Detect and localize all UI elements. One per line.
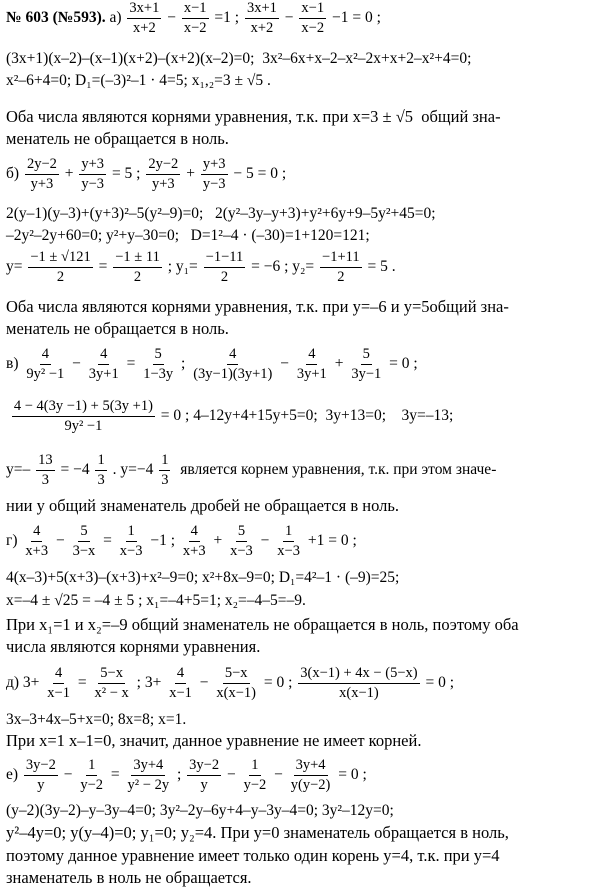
text-line <box>6 665 602 701</box>
fraction-numerator: 3y−2 <box>187 757 221 776</box>
text-segment: = 0 ; 4–12y+4+15y+5=0; 3y+13=0; 3y=–13; <box>156 407 454 425</box>
text-segment: −1 ; <box>146 532 179 550</box>
text-line <box>6 616 602 635</box>
fraction-numerator: 5−x <box>98 665 125 684</box>
fraction-denominator: y <box>37 776 45 793</box>
fraction-numerator: x−1 <box>299 0 326 19</box>
text-segment: = −4 <box>56 461 94 479</box>
fraction-numerator: 5 <box>361 346 372 365</box>
fraction-numerator: 13 <box>36 452 55 471</box>
text-line <box>6 205 602 223</box>
fraction-denominator: 3 <box>97 471 105 488</box>
text-segment: = <box>73 674 91 692</box>
fraction-denominator: 3y+1 <box>296 365 327 382</box>
fraction <box>36 452 55 488</box>
fraction <box>146 156 180 192</box>
fraction-numerator: 3y+4 <box>294 757 328 776</box>
text-line <box>6 711 602 729</box>
text-segment: 4(x–3)+5(x+3)–(x+3)+x²–9=0; x²+8x–9=0; D₁=4²–1 · (–9)=25; <box>6 569 400 586</box>
text-segment: б) <box>6 165 23 183</box>
fraction-denominator: 3y−1 <box>351 365 382 382</box>
text-line <box>6 398 602 434</box>
text-line <box>6 298 602 317</box>
fraction-denominator: 2 <box>337 268 345 285</box>
text-segment: − <box>276 355 293 373</box>
text-segment: = <box>99 532 116 550</box>
fraction <box>182 0 209 36</box>
fraction-denominator: 3 <box>41 471 49 488</box>
fraction-numerator: 4 <box>306 346 317 365</box>
fraction-denominator: x−3 <box>230 542 253 559</box>
fraction-numerator: 1 <box>283 523 294 542</box>
fraction-denominator: x+2 <box>250 19 274 36</box>
fraction <box>187 757 221 793</box>
text-line <box>6 497 602 516</box>
fraction <box>79 156 106 192</box>
text-segment: + <box>182 165 199 183</box>
fraction-denominator: y−2 <box>80 776 104 793</box>
fraction-numerator: 1 <box>86 757 97 776</box>
fraction-denominator: y−3 <box>81 175 105 192</box>
text-segment: x²–6+4=0; D₁=(–3)²–1 · 4=5; x₁,₂=3 ± √5 . <box>6 72 271 89</box>
fraction <box>78 757 105 793</box>
text-segment: = 0 ; <box>421 674 455 692</box>
fraction-denominator: y(y−2) <box>290 776 331 793</box>
fraction-denominator: x+3 <box>25 542 49 559</box>
text-segment: − <box>223 766 240 784</box>
text-segment: знаменатель в ноль не обращается. <box>6 868 252 887</box>
text-segment: = 0 ; <box>334 766 367 784</box>
fraction-numerator: 3x+1 <box>127 0 161 19</box>
text-segment: г) <box>6 532 22 550</box>
fraction <box>113 249 162 285</box>
text-segment: нии y общий знаменатель дробей не обращается в ноль. <box>6 496 400 515</box>
text-segment: − <box>270 766 287 784</box>
text-segment: При x₁=1 и x₂=–9 общий знаменатель не обращается в ноль, поэтому оба <box>6 615 519 634</box>
fraction <box>159 452 170 488</box>
fraction <box>92 665 130 701</box>
fraction <box>25 156 59 192</box>
text-segment: − <box>195 674 213 692</box>
fraction <box>214 665 258 701</box>
fraction <box>28 249 92 285</box>
text-line <box>6 847 602 866</box>
fraction-denominator: 3 <box>161 471 169 488</box>
fraction <box>127 0 161 36</box>
fraction-numerator: 4 <box>175 665 186 684</box>
fraction-denominator: x−2 <box>183 19 207 36</box>
text-line <box>6 757 602 793</box>
text-segment: поэтому данное уравнение имеет только один корень y=4, т.к. при y=4 <box>6 846 500 865</box>
fraction <box>201 156 228 192</box>
text-segment: − <box>59 766 77 784</box>
text-segment: числа являются корнями уравнения. <box>6 637 261 656</box>
text-segment: − <box>52 532 69 550</box>
fraction <box>295 346 329 382</box>
text-line <box>6 50 602 68</box>
text-segment: y= <box>6 258 27 276</box>
fraction <box>118 523 145 559</box>
fraction <box>204 249 246 285</box>
fraction-numerator: 2y−2 <box>146 156 180 175</box>
text-line <box>6 0 602 36</box>
fraction-numerator: −1+11 <box>320 249 362 268</box>
text-segment: y=– <box>6 461 35 479</box>
fraction-denominator: y+3 <box>30 175 54 192</box>
text-line <box>6 320 602 339</box>
fraction-denominator: x−2 <box>301 19 325 36</box>
fraction <box>12 398 155 434</box>
text-segment: (3x+1)(x–2)–(x–1)(x+2)–(x+2)(x–2)=0; 3x²–6x+x–2–x²–2x+x+2–x²+4=0; <box>6 50 472 67</box>
text-segment: а) <box>105 9 126 27</box>
fraction-numerator: 5 <box>78 523 89 542</box>
fraction-numerator: −1−11 <box>204 249 246 268</box>
fraction <box>245 0 279 36</box>
fraction-numerator: y+3 <box>201 156 228 175</box>
text-segment: Оба числа являются корнями уравнения, т.к. при x=3 ± √5 общий зна- <box>6 107 501 126</box>
fraction-denominator: 2 <box>56 268 65 285</box>
text-segment: − 5 = 0 ; <box>229 165 287 183</box>
problem-number: № 603 (№593). <box>6 9 106 27</box>
text-line <box>6 249 602 285</box>
fraction-numerator: 4 <box>227 346 238 365</box>
text-segment: = 0 ; <box>385 355 418 373</box>
fraction <box>191 346 274 382</box>
fraction <box>289 757 333 793</box>
fraction-denominator: 3y+1 <box>88 365 119 382</box>
text-segment: = 5 . <box>363 258 396 276</box>
fraction-numerator: 5 <box>153 346 164 365</box>
text-segment: 2(y–1)(y–3)+(y+3)²–5(y²–9)=0; 2(y²–3y–y+3)+y²+6y+9–5y²+45=0; <box>6 205 436 222</box>
text-segment: . y=−4 <box>108 461 158 479</box>
text-segment: =1 ; <box>210 9 243 27</box>
fraction-numerator: 3y+4 <box>131 757 165 776</box>
fraction-denominator: x−3 <box>277 542 300 559</box>
text-segment: ; y₁= <box>163 258 202 276</box>
fraction <box>349 346 383 382</box>
fraction <box>181 523 208 559</box>
fraction-denominator: x−3 <box>119 542 143 559</box>
text-segment: x=–4 ± √25 = –4 ± 5 ; x₁=–4+5=1; x₂=–4–5=–9. <box>6 592 306 609</box>
fraction-numerator: 4 <box>189 523 200 542</box>
fraction <box>126 757 172 793</box>
fraction-numerator: 1 <box>95 452 106 471</box>
text-segment: менатель не обращается в ноль. <box>6 129 229 148</box>
text-segment: ; <box>173 766 186 784</box>
text-segment: − <box>256 532 274 550</box>
fraction-denominator: y+3 <box>152 175 175 192</box>
text-segment: в) <box>6 355 23 373</box>
fraction-denominator: 9y² −1 <box>64 417 103 434</box>
fraction-denominator: 2 <box>220 268 229 285</box>
fraction-numerator: 3y−2 <box>24 757 58 776</box>
text-segment: 3x–3+4x–5+x=0; 8x=8; x=1. <box>6 711 187 728</box>
text-line <box>6 108 602 127</box>
fraction-numerator: −1 ± 11 <box>113 249 162 268</box>
fraction-numerator: 4 − 4(3y −1) + 5(3y +1) <box>12 398 155 417</box>
fraction <box>299 0 326 36</box>
text-segment: = <box>107 766 124 784</box>
fraction-denominator: x−1 <box>169 684 192 701</box>
fraction-numerator: 1 <box>159 452 170 471</box>
text-segment: = <box>94 258 112 276</box>
text-segment: −1 = 0 ; <box>328 9 381 27</box>
text-line <box>6 569 602 587</box>
text-segment: –2y²–2y+60=0; y²+y–30=0; D=1²–4 · (–30)=1+120=121; <box>6 227 370 244</box>
fraction-numerator: y+3 <box>79 156 106 175</box>
fraction-denominator: 3−x <box>72 542 96 559</box>
fraction <box>87 346 121 382</box>
text-line <box>6 156 602 192</box>
fraction <box>298 665 419 701</box>
fraction <box>95 452 106 488</box>
fraction <box>320 249 362 285</box>
text-line <box>6 523 602 559</box>
fraction-numerator: 5 <box>236 523 247 542</box>
text-line <box>6 732 602 751</box>
fraction-numerator: 4 <box>40 346 51 365</box>
fraction-numerator: −1 ± √121 <box>28 249 92 268</box>
text-segment: = −6 ; y₂= <box>247 258 319 276</box>
text-segment: Оба числа являются корнями уравнения, т.к. при y=–6 и y=5общий зна- <box>6 297 509 316</box>
fraction-denominator: x−1 <box>47 684 70 701</box>
text-segment: + <box>209 532 227 550</box>
fraction-denominator: x+2 <box>133 19 156 36</box>
fraction <box>228 523 255 559</box>
text-line <box>6 72 602 90</box>
fraction-denominator: 2 <box>133 268 142 285</box>
fraction <box>45 665 72 701</box>
text-segment: − <box>280 9 298 27</box>
text-segment: − <box>68 355 85 373</box>
fraction-denominator: x(x−1) <box>339 684 379 701</box>
text-line <box>6 346 602 382</box>
fraction <box>23 523 50 559</box>
text-segment: y²–4y=0; y(y–4)=0; y₁=0; y₂=4. При y=0 знаменатель обращается в ноль, <box>6 823 509 842</box>
fraction-denominator: x+3 <box>182 542 206 559</box>
fraction-denominator: x(x−1) <box>216 684 256 701</box>
fraction <box>24 346 66 382</box>
fraction-numerator: 5−x <box>223 665 250 684</box>
fraction-numerator: 4 <box>53 665 64 684</box>
text-line <box>6 592 602 610</box>
text-segment: д) 3+ <box>6 674 44 692</box>
fraction <box>24 757 58 793</box>
text-line <box>6 638 602 657</box>
text-segment: является корнем уравнения, т.к. при этом значе- <box>172 461 497 479</box>
fraction-denominator: y² − 2y <box>127 776 170 793</box>
fraction-denominator: y−3 <box>202 175 226 192</box>
fraction <box>242 757 269 793</box>
text-segment: е) <box>6 766 22 784</box>
fraction <box>71 523 98 559</box>
text-segment: При x=1 x–1=0, значит, данное уравнение не имеет корней. <box>6 731 422 750</box>
text-segment: (y–2)(3y–2)–y–3y–4=0; 3y²–2y–6y+4–y–3y–4=0; 3y²–12y=0; <box>6 802 394 819</box>
fraction-denominator: (3y−1)(3y+1) <box>193 365 273 382</box>
text-segment: +1 = 0 ; <box>303 532 357 550</box>
fraction-denominator: y <box>200 776 208 793</box>
fraction-numerator: 2y−2 <box>25 156 59 175</box>
text-segment: = <box>122 355 140 373</box>
text-segment: ; <box>177 355 190 373</box>
text-line <box>6 227 602 245</box>
text-segment: = 5 ; <box>108 165 145 183</box>
fraction <box>141 346 175 382</box>
text-segment: менатель не обращается в ноль. <box>6 319 229 338</box>
text-segment: + <box>60 165 78 183</box>
fraction-numerator: 4 <box>98 346 109 365</box>
text-segment <box>6 407 10 425</box>
text-segment: − <box>163 9 180 27</box>
text-segment: = 0 ; <box>259 674 297 692</box>
fraction-denominator: 9y² −1 <box>26 365 65 382</box>
text-segment: ; 3+ <box>132 674 166 692</box>
fraction <box>275 523 302 559</box>
fraction-denominator: 1−3y <box>143 365 174 382</box>
fraction-numerator: 4 <box>31 523 42 542</box>
fraction-denominator: y−2 <box>243 776 267 793</box>
fraction-numerator: 3(x−1) + 4x − (5−x) <box>298 665 419 684</box>
fraction <box>167 665 194 701</box>
fraction-numerator: 1 <box>249 757 260 776</box>
text-line <box>6 824 602 843</box>
fraction-numerator: 3x+1 <box>245 0 279 19</box>
fraction-numerator: 1 <box>126 523 137 542</box>
text-line <box>6 452 602 488</box>
text-line <box>6 869 602 888</box>
text-line <box>6 802 602 820</box>
fraction-numerator: x−1 <box>182 0 209 19</box>
text-line <box>6 130 602 149</box>
text-segment: + <box>330 355 348 373</box>
fraction-denominator: x² − x <box>94 684 129 701</box>
